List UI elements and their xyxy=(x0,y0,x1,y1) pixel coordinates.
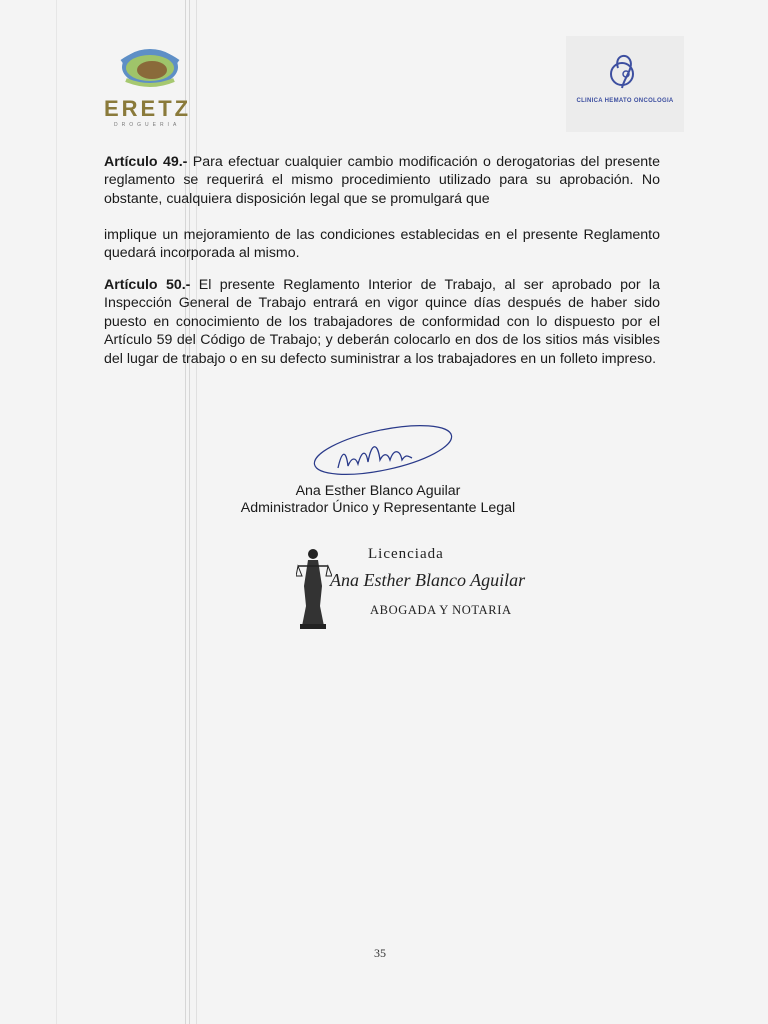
article-49-text: Para efectuar cualquier cambio modificación o derogatorias del presente reglamento se requerirá el mismo procedimiento utilizado para su aprobación. No obstante, cualquiera disposición legal que se promulgará que xyxy=(104,154,660,207)
article-50-paragraph xyxy=(104,276,660,368)
stamp-title: Licenciada xyxy=(368,546,444,562)
stamp-profession: ABOGADA Y NOTARIA xyxy=(370,603,512,617)
handwritten-signature xyxy=(308,420,458,490)
article-49-paragraph xyxy=(104,153,660,208)
stamp-name: Ana Esther Blanco Aguilar xyxy=(330,570,526,590)
signer-title: Administrador Único y Representante Legal xyxy=(240,500,516,516)
lady-justice-icon xyxy=(296,546,332,630)
signer-name: Ana Esther Blanco Aguilar xyxy=(295,483,461,499)
article-50-label: Artículo 50.- xyxy=(104,277,191,293)
eretz-logo-subtext: DROGUERIA xyxy=(114,122,181,128)
clinica-emblem-icon xyxy=(604,48,644,92)
article-49-label: Artículo 49.- xyxy=(104,154,188,170)
article-49-continuation: implique un mejoramiento de las condiciones establecidas en el presente Reglamento quedará incorporada al mismo. xyxy=(104,227,660,262)
eretz-logo-text: ERETZ xyxy=(104,96,192,121)
page-number: 35 xyxy=(374,946,386,960)
article-50-text: El presente Reglamento Interior de Trabajo, al ser aprobado por la Inspección General de Trabajo entrará en vigor quince días después de haber sido puesto en conocimiento de los trabajadores de conformidad con lo dispuesto por el Artículo 59 del Código de Trabajo; y deberán colocarlo en dos de los sitios más visibles del lugar de trabajo o en su defecto suministrar a los trabajadores en un folleto impreso. xyxy=(104,277,660,367)
clinica-logo-text: CLINICA HEMATO ONCOLOGIA xyxy=(576,98,674,104)
clinica-logo xyxy=(566,36,684,132)
